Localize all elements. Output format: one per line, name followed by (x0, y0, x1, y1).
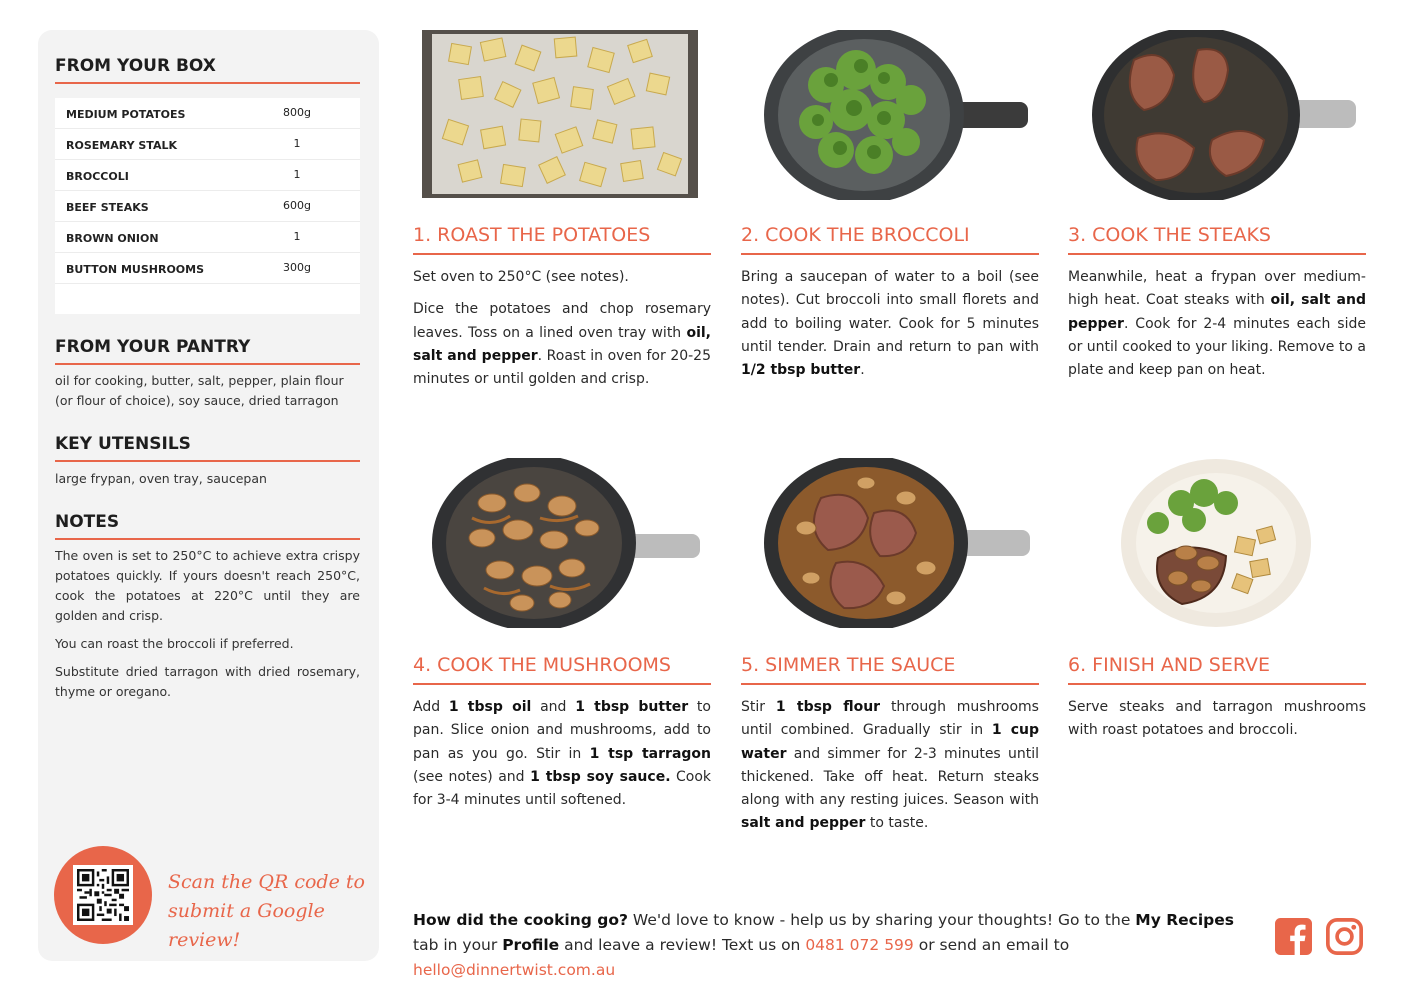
qr-code-icon (77, 869, 129, 921)
bold-run: oil, salt and pepper (413, 324, 711, 364)
ingredient-name: BROWN ONION (66, 232, 159, 245)
bold-run: 1 tbsp flour (775, 699, 881, 715)
step-1-title: 1. ROAST THE POTATOES (413, 224, 651, 246)
text-run: and simmer for 2-3 minutes until thickened. Take off heat. Return steaks along with any resting juices. Season with (741, 745, 1039, 809)
step-1-para: Set oven to 250°C (see notes). (413, 269, 629, 285)
from-your-box-heading: FROM YOUR BOX (55, 56, 216, 76)
ingredient-name: BUTTON MUSHROOMS (66, 263, 205, 276)
text-run: and (531, 699, 576, 715)
heading-rule (55, 363, 360, 365)
text-run: tab in your (413, 936, 503, 954)
step-1-para (413, 298, 711, 391)
my-recipes-label: My Recipes (1135, 911, 1234, 929)
ingredient-name: ROSEMARY STALK (66, 139, 177, 152)
text-run: to pan. Slice onion and mushrooms, add to pan as you go. Stir in (413, 699, 711, 762)
text-run: Add (413, 699, 449, 715)
heading-rule (55, 538, 360, 540)
ingredient-name: BROCCOLI (66, 170, 129, 183)
text-run: . Roast in oven for 20-25 minutes or until golden and crisp. (413, 347, 711, 388)
bold-run: 1 tbsp oil (448, 699, 532, 715)
profile-label: Profile (502, 936, 560, 954)
step-5-para (741, 696, 1039, 836)
step-6-body (1068, 696, 1366, 752)
step-3-body (1068, 266, 1366, 391)
step-rule (413, 253, 711, 255)
table-row (55, 222, 360, 253)
step-rule (1068, 683, 1366, 685)
email-link[interactable]: hello@dinnertwist.com.au (413, 961, 616, 979)
from-your-pantry-heading: FROM YOUR PANTRY (55, 337, 251, 357)
bold-run: 1 tbsp butter (575, 699, 689, 715)
step-3-para (1068, 266, 1366, 382)
heading-rule (55, 82, 360, 84)
table-row (55, 253, 360, 284)
step-rule (413, 683, 711, 685)
bold-run: 1 tbsp soy sauce. (530, 768, 671, 785)
step-4-para (413, 696, 711, 812)
step-4-title: 4. COOK THE MUSHROOMS (413, 654, 671, 676)
step-3-title: 3. COOK THE STEAKS (1068, 224, 1271, 246)
notes-list (55, 546, 360, 710)
text-run: or send an email to (913, 936, 1070, 954)
step-2-para (741, 266, 1039, 382)
photo-roast-potatoes (420, 30, 700, 200)
text-run: through mushrooms until combined. Gradually stir in (741, 699, 1039, 739)
photo-mushrooms (422, 458, 702, 628)
text-run: and leave a review! Text us on (559, 936, 806, 954)
ingredient-qty: 1 (293, 168, 301, 181)
step-2-body (741, 266, 1039, 391)
bold-run: 1 cup water (741, 722, 1040, 762)
ingredient-name: BEEF STEAKS (66, 201, 149, 214)
text-run: Bring a saucepan of water to a boil (see notes). Cut broccoli into small florets and add to boiling water. Cook for 5 minutes until tender. Drain and return to pan with (741, 269, 1039, 355)
photo-sauce (756, 458, 1036, 628)
photo-broccoli (756, 30, 1036, 200)
bold-run: 1 tsp tarragon (589, 745, 711, 762)
bold-run: oil, salt and pepper (1068, 292, 1366, 332)
review-footer (413, 908, 1263, 983)
text-run: Dice the potatoes and chop rosemary leaves. Toss on a lined oven tray with (413, 301, 711, 341)
qr-caption (168, 868, 368, 955)
note-item: The oven is set to 250°C to achieve extra crispy potatoes quickly. If yours doesn't reach 250°C, cook the potatoes at 220°C until they are golden and crisp. (55, 548, 360, 623)
text-run: Stir (741, 699, 776, 715)
step-rule (741, 683, 1039, 685)
note-item: You can roast the broccoli if preferred. (55, 636, 294, 651)
qr-badge (54, 846, 152, 944)
table-row (55, 98, 360, 129)
pantry-text: oil for cooking, butter, salt, pepper, plain flour (or flour of choice), soy sauce, dried tarragon (55, 373, 344, 408)
photo-steaks (1086, 30, 1366, 200)
ingredient-qty: 300g (283, 261, 311, 274)
ingredient-name: MEDIUM POTATOES (66, 108, 186, 121)
step-rule (741, 253, 1039, 255)
step-rule (1068, 253, 1366, 255)
note-item: Substitute dried tarragon with dried rosemary, thyme or oregano. (55, 664, 360, 699)
facebook-icon (1275, 918, 1312, 955)
sidebar (38, 30, 379, 961)
table-row (55, 191, 360, 222)
step-2-title: 2. COOK THE BROCCOLI (741, 224, 970, 246)
text-run: to taste. (865, 815, 929, 832)
step-1-body (413, 266, 711, 400)
step-4-body (413, 696, 711, 821)
step-5-body (741, 696, 1039, 845)
instagram-icon (1326, 918, 1363, 955)
qr-caption-line: submit a Google review! (168, 900, 325, 951)
text-run: Cook for 3-4 minutes until softened. (413, 768, 712, 809)
ingredients-table (55, 98, 360, 314)
utensils-text: large frypan, oven tray, saucepan (55, 471, 267, 486)
bold-run: salt and pepper (741, 815, 866, 832)
ingredient-qty: 1 (293, 137, 301, 150)
text-run: . Cook for 2-4 minutes each side or until cooked to your liking. Remove to a plate and keep pan on heat. (1068, 315, 1366, 379)
key-utensils-heading: KEY UTENSILS (55, 434, 191, 454)
phone-link[interactable]: 0481 072 599 (805, 936, 914, 954)
ingredient-qty: 800g (283, 106, 311, 119)
table-row (55, 160, 360, 191)
qr-caption-line: Scan the QR code to (168, 871, 365, 893)
bold-run: 1/2 tbsp butter (741, 362, 861, 379)
text-run: . (860, 362, 865, 379)
qr-code[interactable] (73, 865, 133, 925)
facebook-link[interactable] (1275, 918, 1312, 955)
instagram-link[interactable] (1326, 918, 1363, 955)
step-6-para: Serve steaks and tarragon mushrooms with roast potatoes and broccoli. (1068, 699, 1366, 739)
heading-rule (55, 460, 360, 462)
photo-finished-dish (1086, 458, 1366, 628)
text-run: Meanwhile, heat a frypan over medium-high heat. Coat steaks with (1068, 269, 1366, 309)
ingredient-qty: 600g (283, 199, 311, 212)
notes-heading: NOTES (55, 512, 120, 532)
text-run: We'd love to know - help us by sharing your thoughts! Go to the (627, 911, 1136, 929)
step-5-title: 5. SIMMER THE SAUCE (741, 654, 956, 676)
step-6-title: 6. FINISH AND SERVE (1068, 654, 1271, 676)
footer-question: How did the cooking go? (413, 911, 628, 929)
text-run: (see notes) and (413, 768, 531, 785)
table-row (55, 129, 360, 160)
ingredient-qty: 1 (293, 230, 301, 243)
